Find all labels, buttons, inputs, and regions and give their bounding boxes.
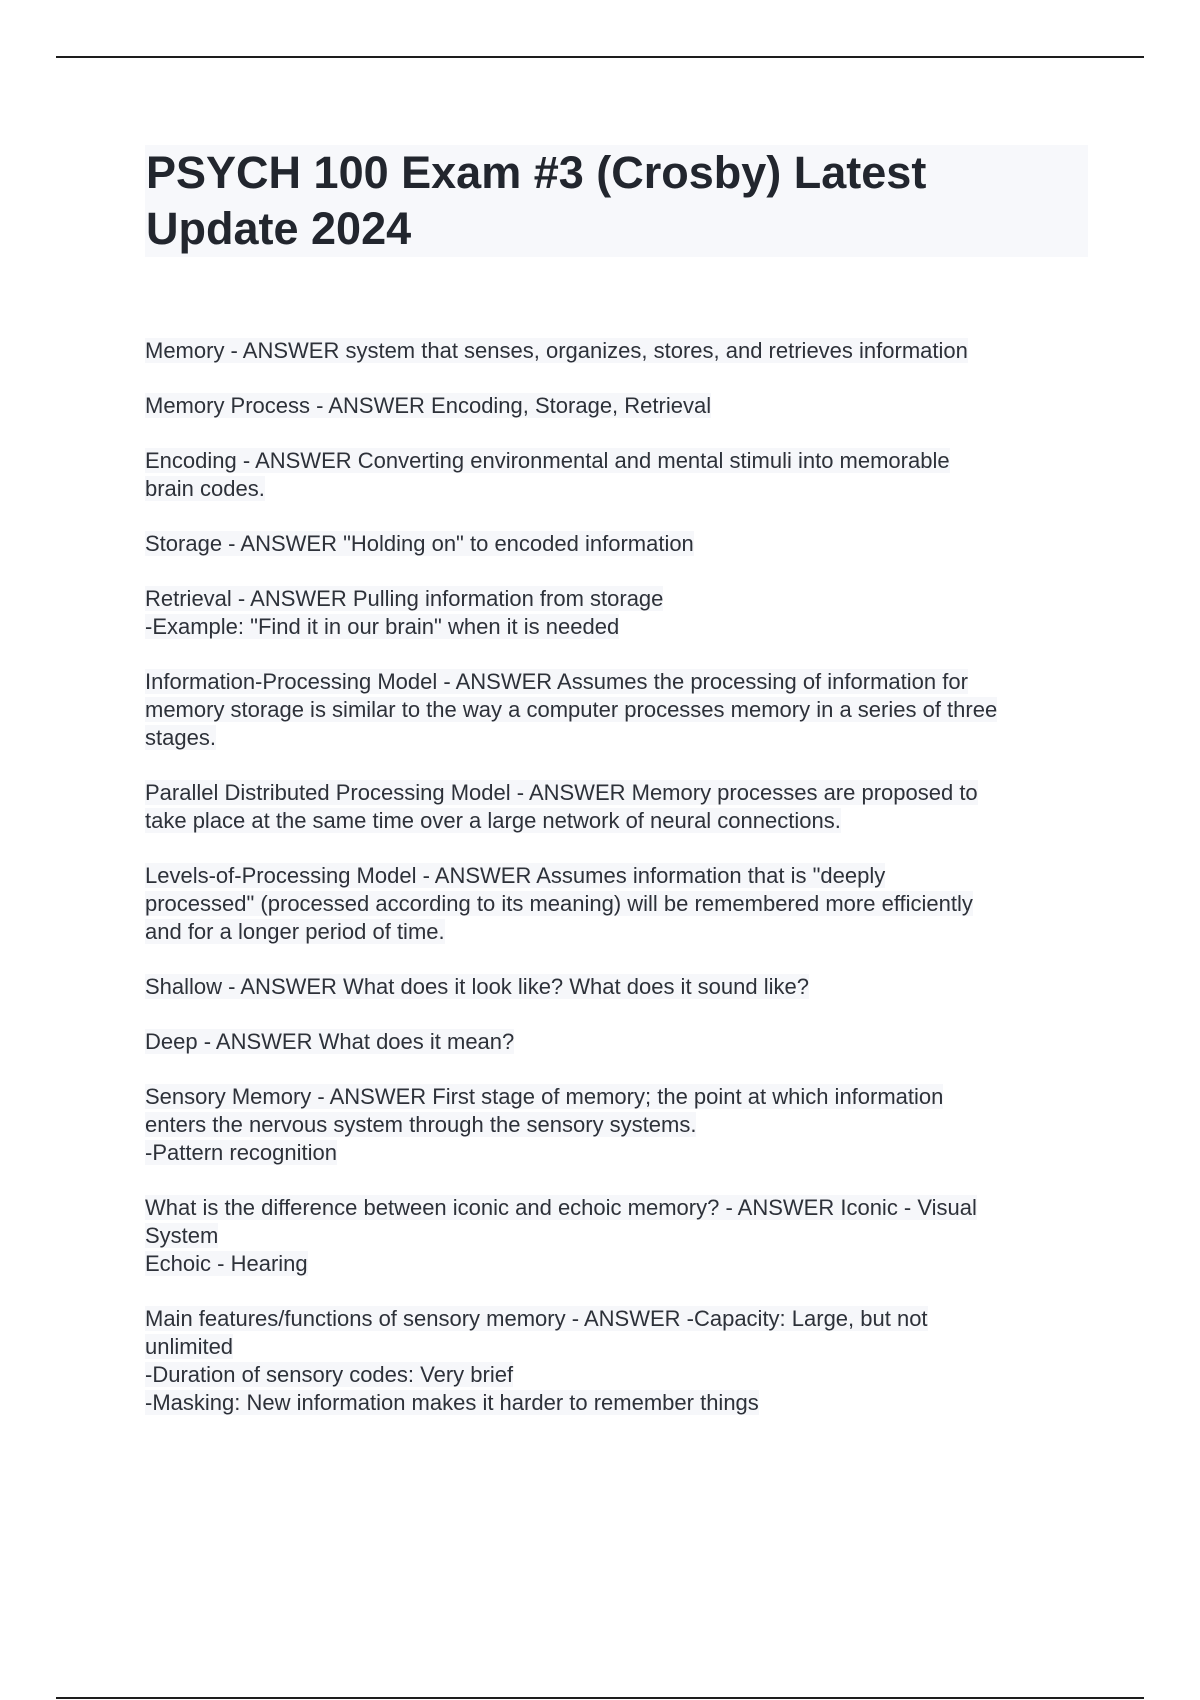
title-box (145, 145, 1088, 257)
qa-entry: Retrieval - ANSWER Pulling information from storage -Example: "Find it in our brain" when it is needed (145, 586, 664, 639)
qa-entry: Information-Processing Model - ANSWER Assumes the processing of information for memory storage is similar to the way a computer processes memory in a series of three stages. (145, 669, 998, 750)
qa-list (145, 337, 1100, 1444)
qa-entry: Memory Process - ANSWER Encoding, Storage, Retrieval (145, 393, 712, 418)
qa-entry: Encoding - ANSWER Converting environmental and mental stimuli into memorable brain codes. (145, 448, 950, 501)
qa-entry: What is the difference between iconic and echoic memory? - ANSWER Iconic - Visual System Echoic - Hearing (145, 1195, 977, 1276)
top-rule (56, 56, 1144, 58)
qa-entry: Sensory Memory - ANSWER First stage of memory; the point at which information enters the nervous system through the sensory systems. -Pattern recognition (145, 1084, 944, 1165)
bottom-rule (56, 1697, 1144, 1699)
qa-entry: Memory - ANSWER system that senses, organizes, stores, and retrieves information (145, 338, 968, 363)
qa-entry: Storage - ANSWER "Holding on" to encoded information (145, 531, 694, 556)
document-title: PSYCH 100 Exam #3 (Crosby) Latest Update 2024 (146, 147, 927, 254)
qa-entry: Main features/functions of sensory memory - ANSWER -Capacity: Large, but not unlimited -Duration of sensory codes: Very brief -Masking: New information makes it harder to remember things (145, 1306, 928, 1415)
qa-entry: Levels-of-Processing Model - ANSWER Assumes information that is "deeply processed" (processed according to its meaning) will be remembered more efficiently and for a longer period of time. (145, 863, 973, 944)
qa-entry: Shallow - ANSWER What does it look like? What does it sound like? (145, 974, 809, 999)
qa-entry: Deep - ANSWER What does it mean? (145, 1029, 515, 1054)
qa-entry: Parallel Distributed Processing Model - ANSWER Memory processes are proposed to take place at the same time over a large network of neural connections. (145, 780, 978, 833)
